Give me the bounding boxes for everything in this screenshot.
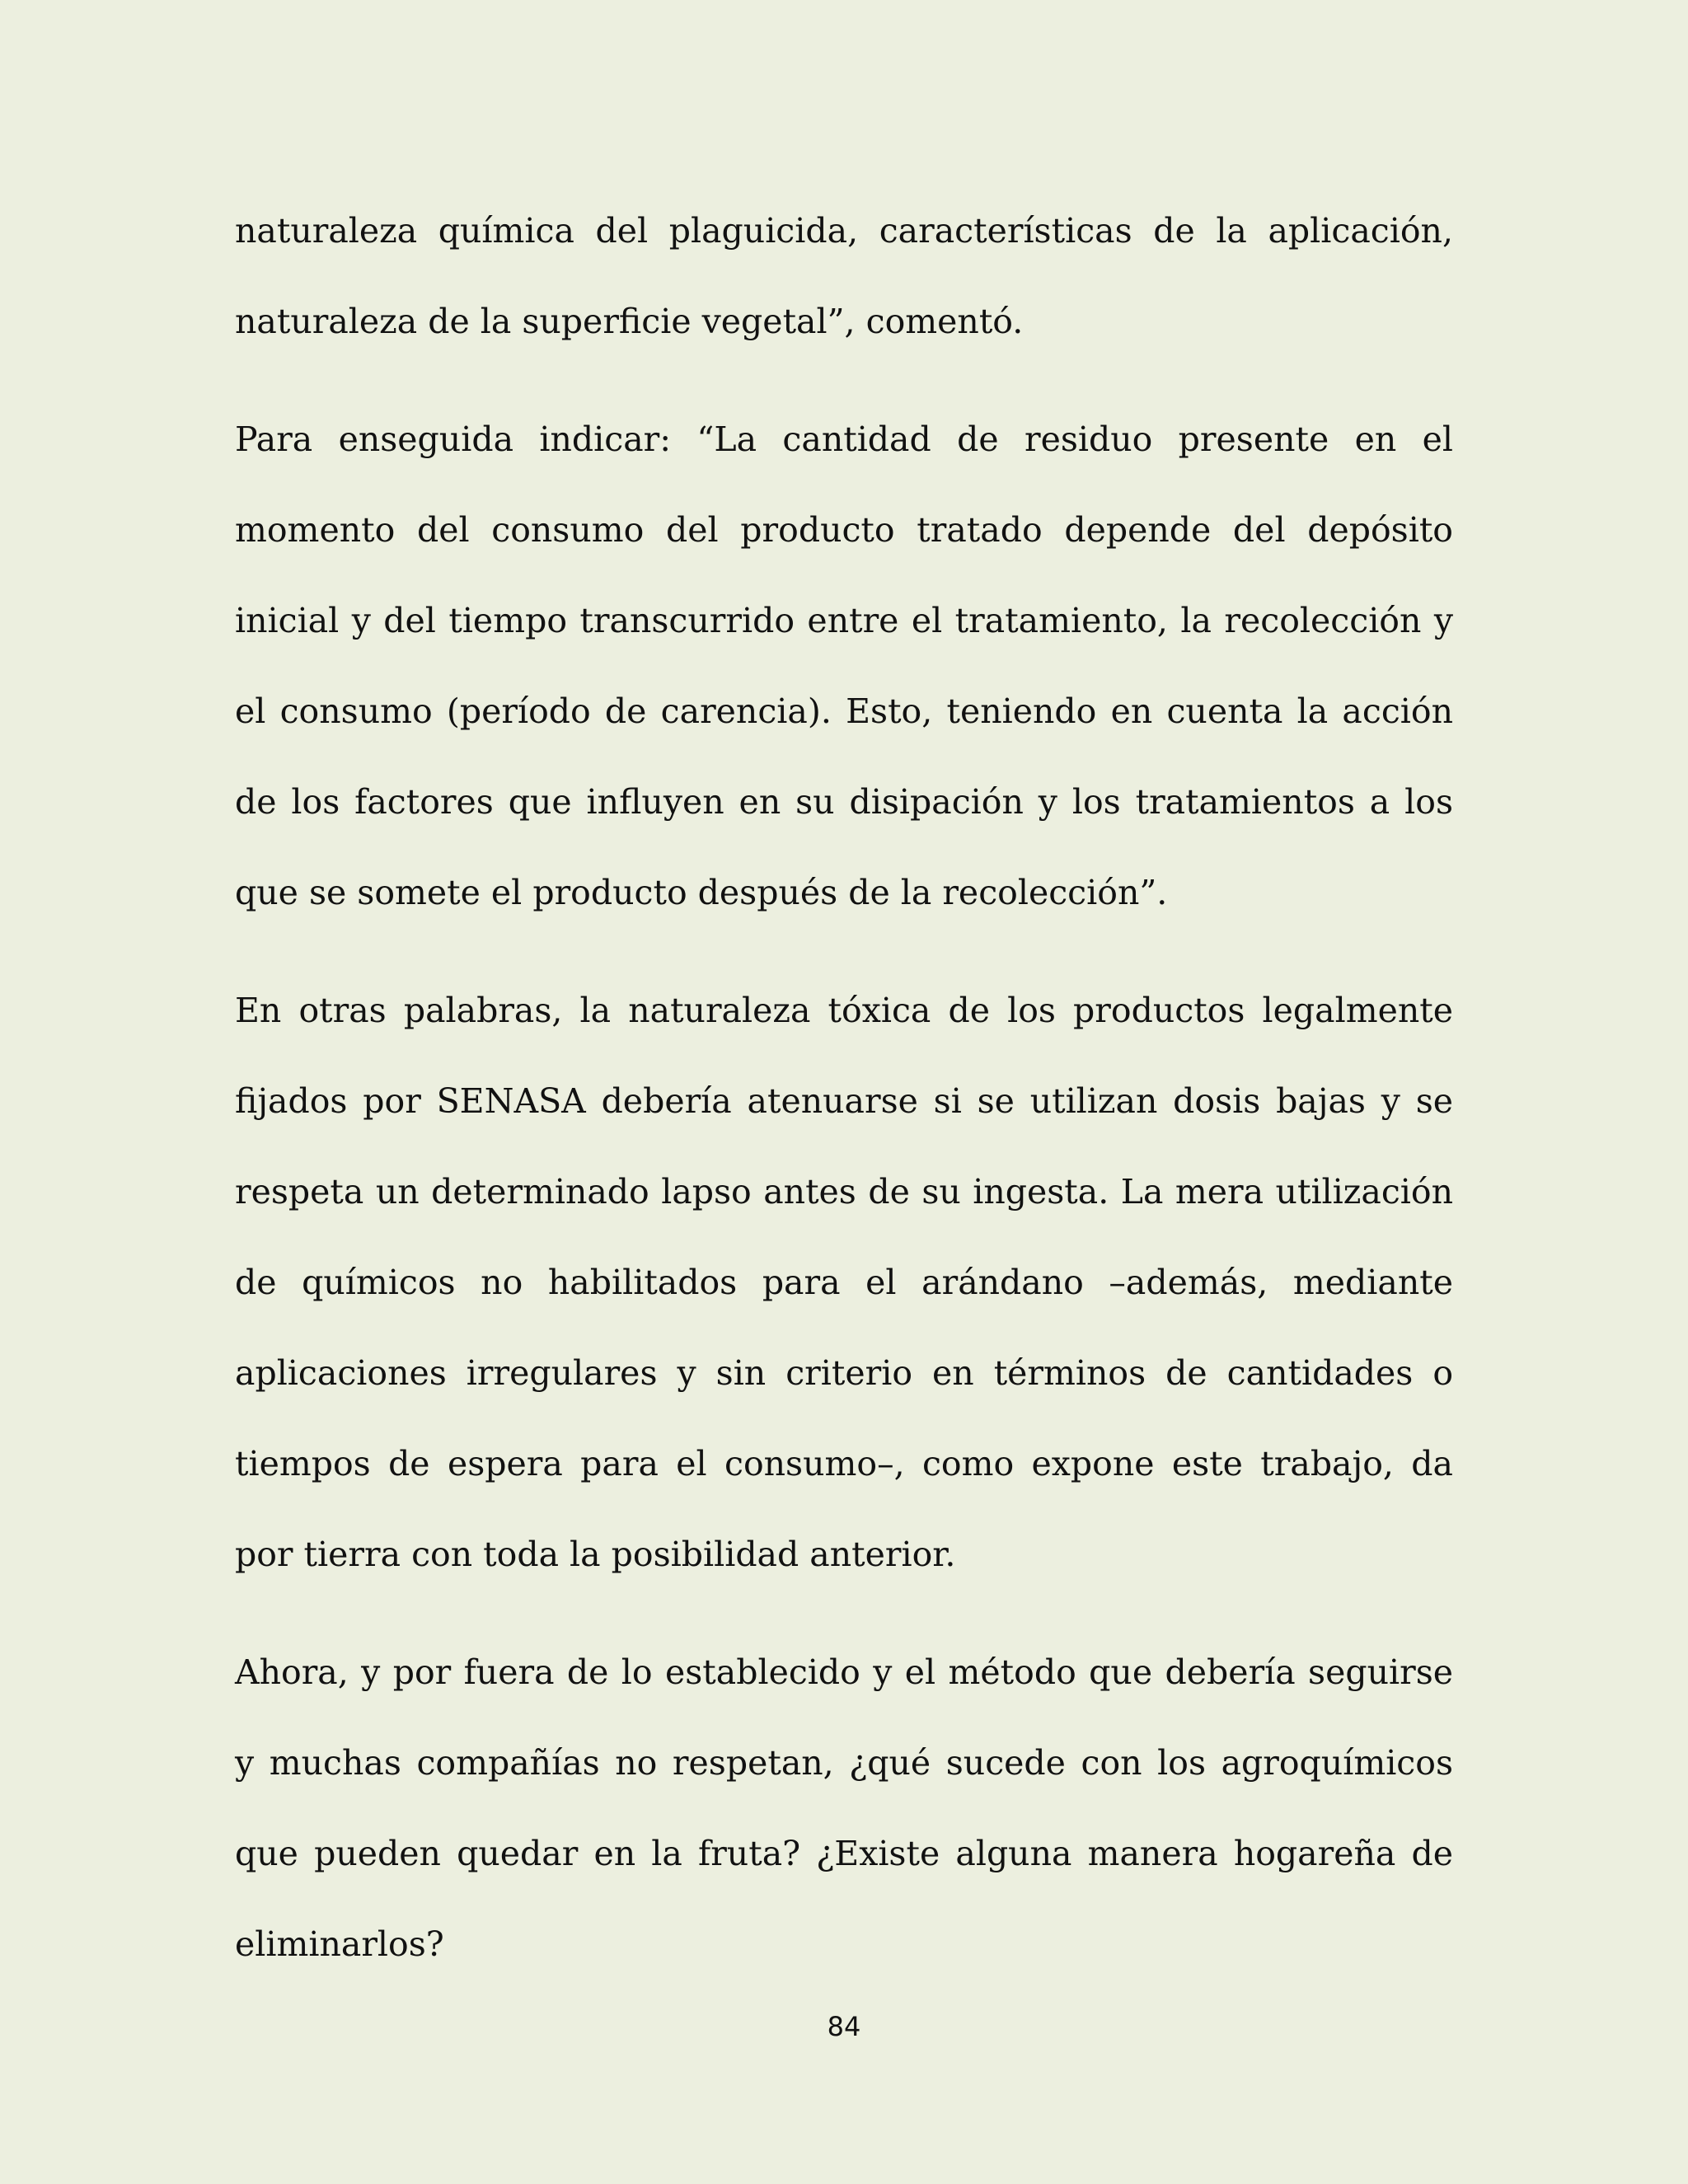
paragraph-4: Ahora, y por fuera de lo establecido y el método que debería seguirse y muchas compañías no respetan, ¿qué sucede con los agroquímicos que pueden quedar en la fruta? ¿Existe alguna manera hogareña de eliminarlos? (235, 1652, 1453, 1964)
paragraph-3: En otras palabras, la naturaleza tóxica de los productos legalmente fijados por SENASA debería atenuarse si se utilizan dosis bajas y se respeta un determinado lapso antes de su ingesta. La mera utilización de químicos no habilitados para el arándano –además, mediante aplicaciones irregulares y sin criterio en términos de cantidades o tiempos de espera para el consumo–, como expone este trabajo, da por tierra con toda la posibilidad anterior. (235, 991, 1453, 1574)
page-number: 84 (827, 2011, 861, 2042)
body-text (235, 185, 1453, 2017)
paragraph-1: naturaleza química del plaguicida, características de la aplicación, naturaleza de la superficie vegetal”, comentó. (235, 211, 1453, 341)
paragraph-2: Para enseguida indicar: “La cantidad de residuo presente en el momento del consumo del producto tratado depende del depósito inicial y del tiempo transcurrido entre el tratamiento, la recolección y el consumo (período de carencia). Esto, teniendo en cuenta la acción de los factores que influyen en su disipación y los tratamientos a los que se somete el producto después de la recolección”. (235, 419, 1453, 912)
